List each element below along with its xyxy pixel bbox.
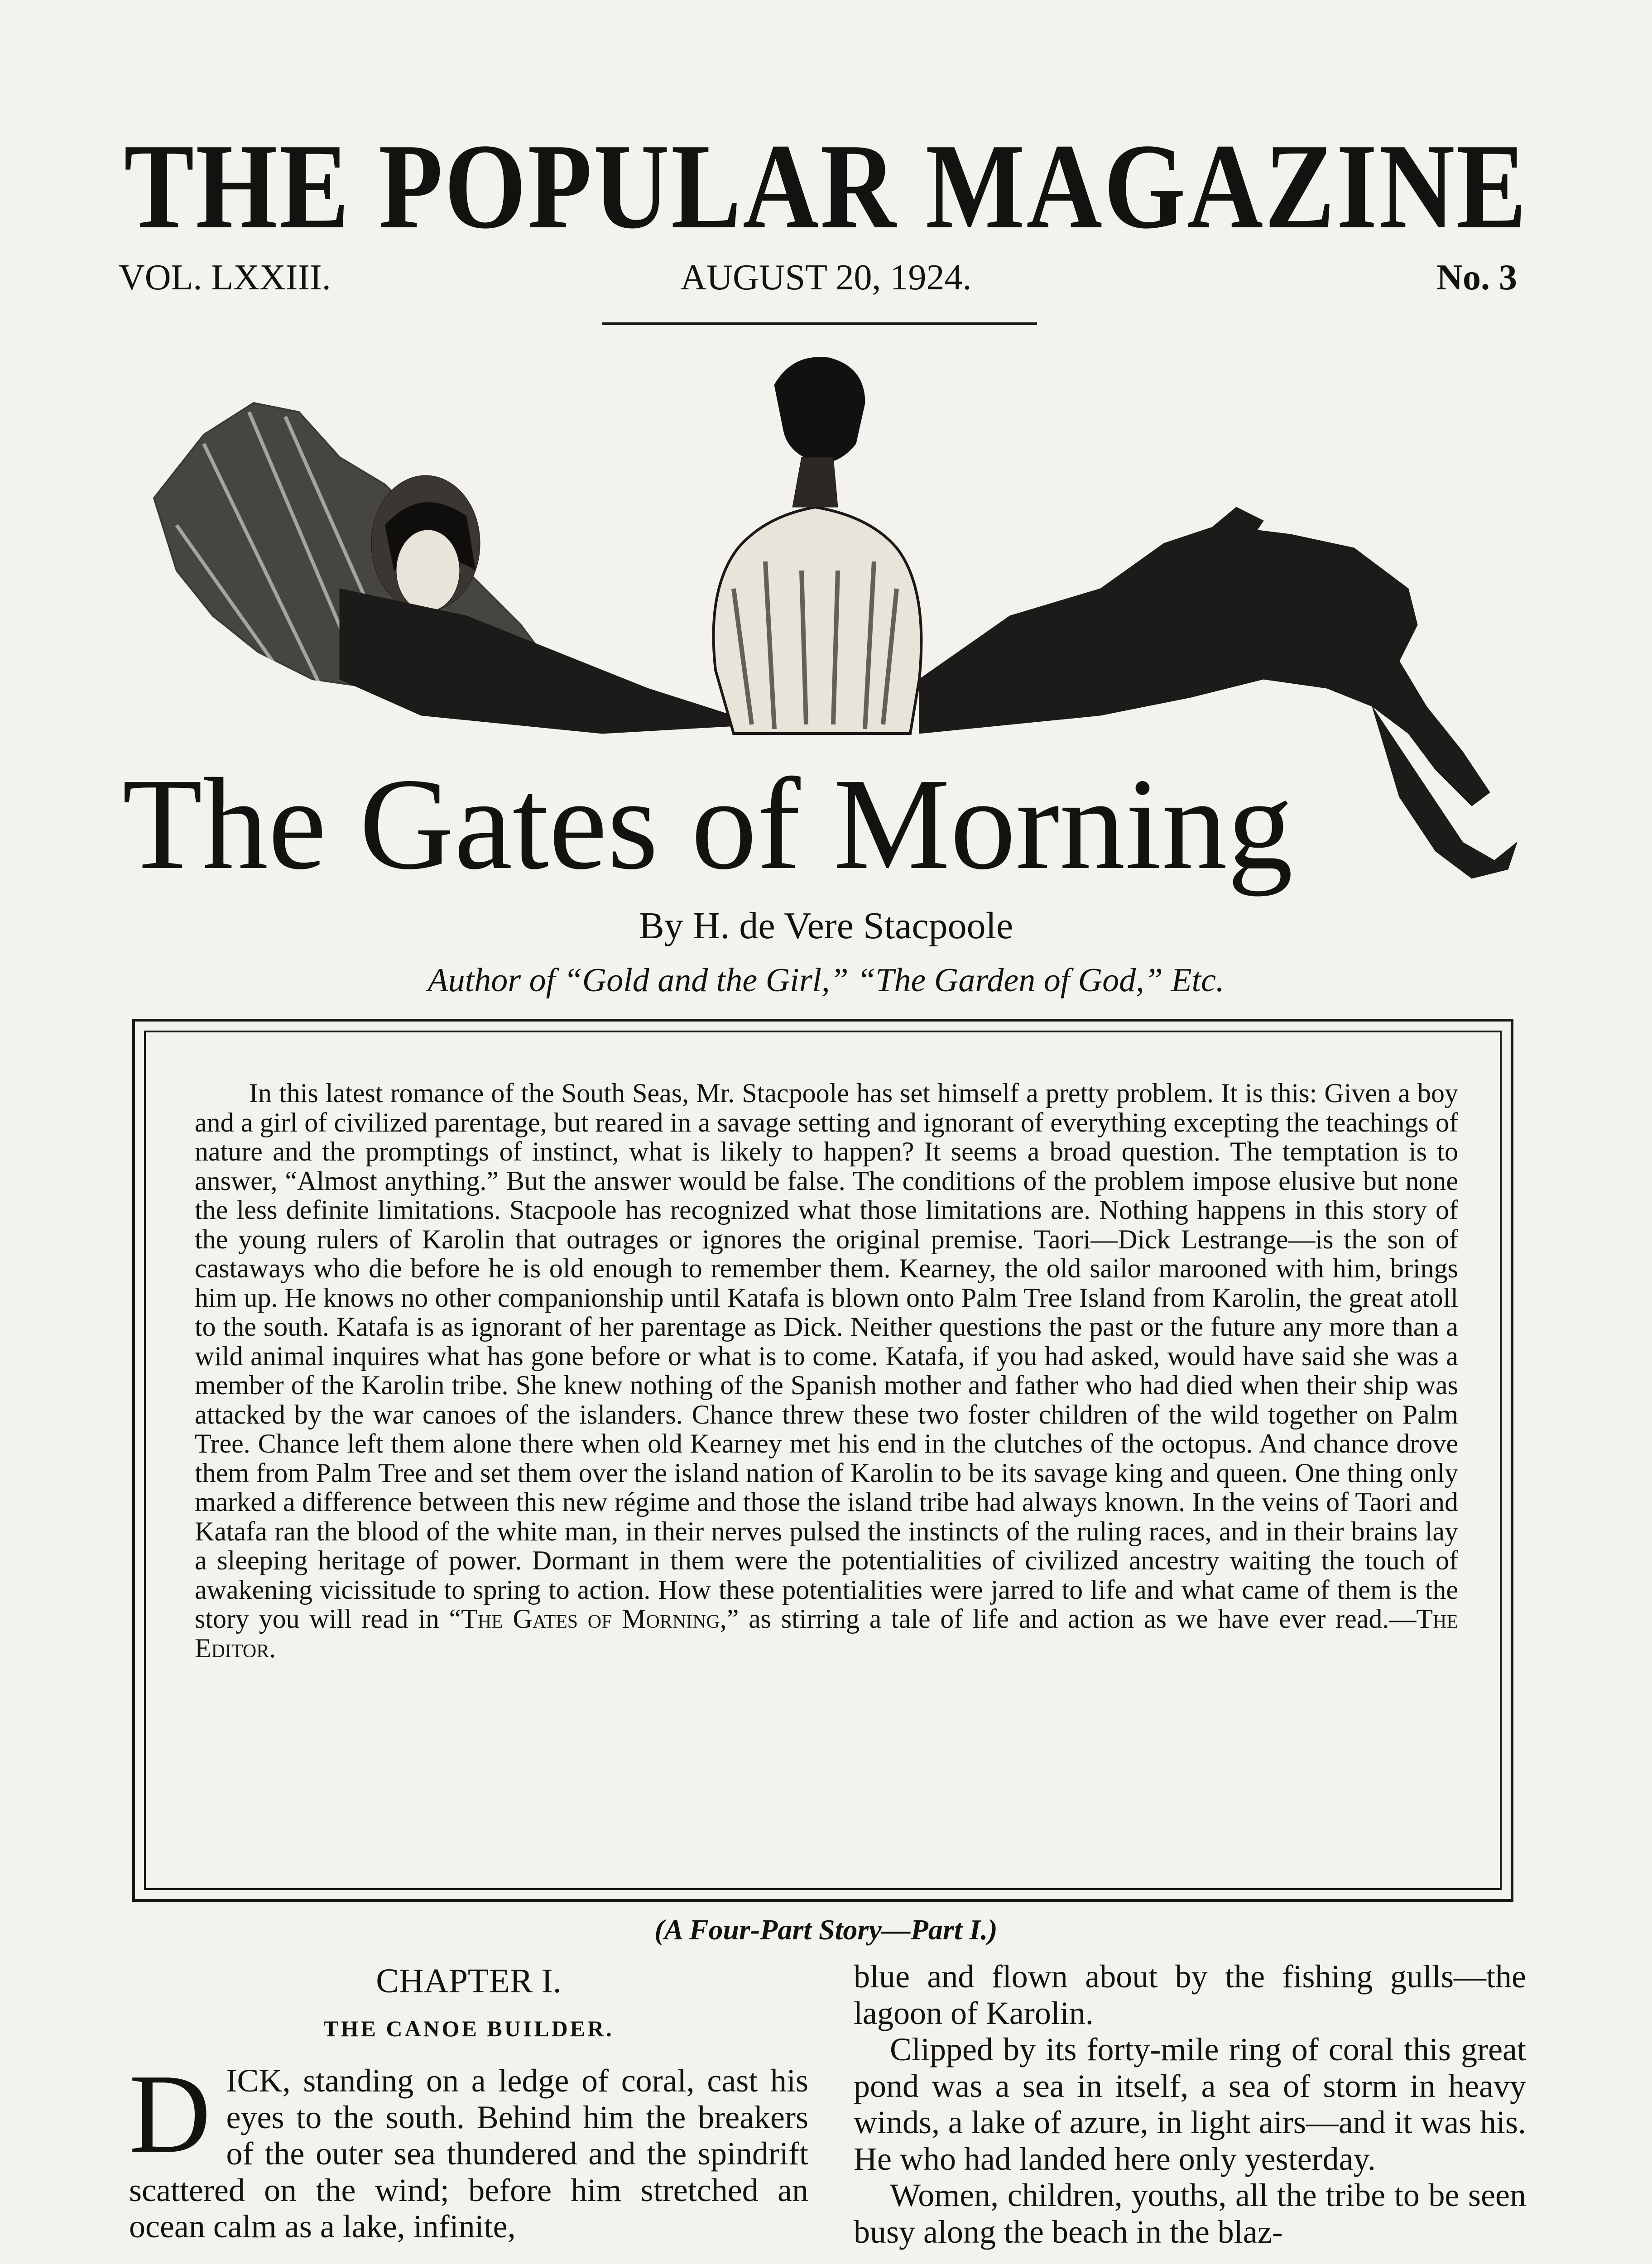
volume-label: VOL. LXXIII. [119,258,331,297]
editor-note-quoted-title: “The Gates of Morning,” [449,1604,739,1634]
illustration-man-figure [714,507,922,734]
issue-number: No. 3 [1436,258,1517,297]
column-right-paragraph-1: blue and flown about by the fishing gulls—the lagoon of Karolin. [854,1958,1526,2031]
chapter-subtitle: THE CANOE BUILDER. [323,2016,614,2041]
editor-note-signature: The Editor. [195,1604,1458,1663]
editor-note [195,1079,1458,1663]
drop-cap: D [129,2051,211,2177]
column-right-paragraph-3: Women, children, youths, all the tribe to be seen busy along the beach in the blaz- [854,2177,1526,2250]
chapter-heading: CHAPTER I. [376,1962,562,2000]
text-column-left [129,2051,808,2245]
column-left-text: ICK, standing on a ledge of coral, cast his eyes to the south. Behind him the breakers of the outer sea thundered and the spindrift scattered on the wind; before him stretched an ocean calm as a lake, infinite, [129,2063,808,2245]
editor-note-body: In this latest romance of the South Seas, Mr. Stacpoole has set himself a pretty problem. It is this: Given a boy and a girl of civilized parentage, but reared in a savage setting and ignorant of everything excepting the teachings of nature and the promptings of instinct, what is likely to happen? It seems a broad question. The temptation is to answer, “Almost anything.” But the answer would be false. The conditions of the problem impose elusive but none the less definite limitations. Stacpoole has recognized what those limitations are. Nothing happens in this story of the young rulers of Karolin that outrages or ignores the original premise. Taori—Dick Lestrange—is the son of castaways who die before he is old enough to remember them. Kearney, the old sailor marooned with him, brings him up. He knows no other companionship until Katafa is blown onto Palm Tree Island from Karolin, the great atoll to the south. Katafa is as ignorant of her parentage as Dick. Neither questions the past or the future any more than a wild animal inquires what has gone before or what is to come. Katafa, if you had asked, would have said she was a member of the Karolin tribe. She knew nothing of the Spanish mother and father who had died when their ship was attacked by the war canoes of the islanders. Chance threw these two foster children of the wild together on Palm Tree. Chance left them alone there when old Kearney met his end in the clutches of the octopus. And chance drove them from Palm Tree and set them over the island nation of Karolin to be its savage king and queen. One thing only marked a difference between this new régime and those the island tribe had always known. In the veins of Taori and Katafa ran the blood of the white man, in their nerves pulsed the instincts of the ruling races, and in their brains lay a sleeping heritage of power. Dormant in them were the potentialities of civilized ancestry waiting the touch of awakening vicissitude to spring to action. How these potentialities were jarred to life and what came of them is the story you will read in [195,1078,1458,1634]
author-credits [0,960,1652,1001]
other-work-2: “The Garden of God,” [857,962,1163,999]
other-work-1: “Gold and the Girl,” [563,962,849,999]
story-byline: By H. de Vere Stacpoole [639,905,1013,947]
part-indicator: (A Four-Part Story—Part I.) [654,1914,998,1946]
text-column-right [854,1958,1526,2250]
magazine-masthead: THE POPULAR MAGAZINE [124,119,1528,254]
column-right-paragraph-2: Clipped by its forty-mile ring of coral this great pond was a sea in itself, a sea of storm in heavy winds, a lake of azure, in light airs—and it was his. He who had landed here only yesterday. [854,2031,1526,2177]
other-work-etc: Etc. [1171,962,1225,999]
author-of-label: Author of [427,962,556,999]
story-title: The Gates of Morning [122,751,1293,897]
masthead-rule [602,322,1037,325]
issue-date: AUGUST 20, 1924. [680,258,972,297]
editor-note-closing: as stirring a tale of life and action as we have ever read.— [749,1604,1417,1634]
